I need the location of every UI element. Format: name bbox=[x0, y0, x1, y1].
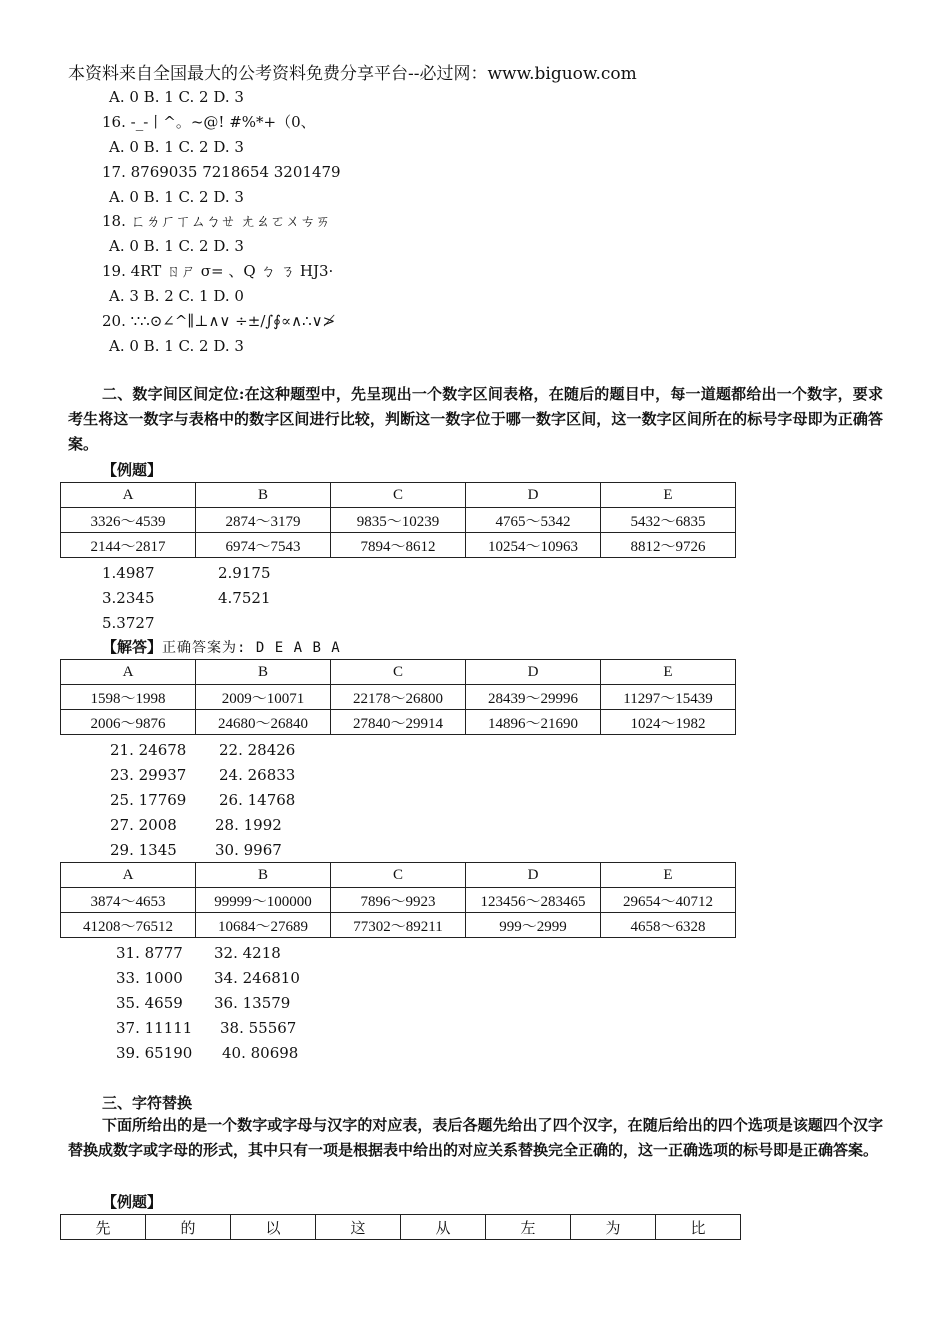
table-cell: 比 bbox=[656, 1215, 741, 1240]
table-cell: 6974～7543 bbox=[196, 533, 331, 558]
question-item: 37. 11111 bbox=[116, 1019, 193, 1037]
question-item: 23. 29937 bbox=[110, 766, 187, 784]
example-item: 1.4987 bbox=[102, 564, 155, 582]
table-cell: 29654～40712 bbox=[601, 888, 736, 913]
table-cell: 27840～29914 bbox=[331, 710, 466, 735]
table-header-cell: D bbox=[466, 660, 601, 685]
table-header-cell: A bbox=[61, 863, 196, 888]
table-cell: 2009～10071 bbox=[196, 685, 331, 710]
table-cell: 7896～9923 bbox=[331, 888, 466, 913]
table-cell: 9835～10239 bbox=[331, 508, 466, 533]
table-cell: 3874～4653 bbox=[61, 888, 196, 913]
table-header-cell: B bbox=[196, 660, 331, 685]
table-cell: 4658～6328 bbox=[601, 913, 736, 938]
example-label: 【例题】 bbox=[102, 461, 163, 479]
table-cell: 14896～21690 bbox=[466, 710, 601, 735]
table-row bbox=[61, 533, 736, 558]
question-item: 30. 9967 bbox=[215, 841, 282, 859]
q20-options: A. 0 B. 1 C. 2 D. 3 bbox=[109, 337, 244, 355]
question-item: 21. 24678 bbox=[110, 741, 187, 759]
table-header-cell: E bbox=[601, 660, 736, 685]
table-row bbox=[61, 1215, 741, 1240]
q17-question: 17. 8769035 7218654 3201479 bbox=[102, 163, 341, 181]
table-cell: 5432～6835 bbox=[601, 508, 736, 533]
table-header-cell: C bbox=[331, 660, 466, 685]
question-item: 25. 17769 bbox=[110, 791, 187, 809]
table-cell: 1598～1998 bbox=[61, 685, 196, 710]
question-item: 38. 55567 bbox=[220, 1019, 297, 1037]
question-item: 24. 26833 bbox=[219, 766, 296, 784]
question-item: 31. 8777 bbox=[116, 944, 183, 962]
table-row bbox=[61, 508, 736, 533]
question-item: 27. 2008 bbox=[110, 816, 177, 834]
question-item: 28. 1992 bbox=[215, 816, 282, 834]
table-header-row bbox=[61, 863, 736, 888]
q20-question: 20. ∵∴⊙∠^∥⊥∧∨ ÷±/∫∮∝∧∴∨≯ bbox=[102, 312, 336, 330]
question-item: 33. 1000 bbox=[116, 969, 183, 987]
table-row bbox=[61, 685, 736, 710]
table-header-cell: A bbox=[61, 660, 196, 685]
table-cell: 22178～26800 bbox=[331, 685, 466, 710]
table-cell: 10254～10963 bbox=[466, 533, 601, 558]
question-item: 32. 4218 bbox=[214, 944, 281, 962]
table-cell: 3326～4539 bbox=[61, 508, 196, 533]
section3-intro: 下面所给出的是一个数字或字母与汉字的对应表，表后各题先给出了四个汉字，在随后给出的四个选项是该题四个汉字替换成数字或字母的形式，其中只有一项是根据表中给出的对应关系替换完全正确的，这一正确选项的标号即是正确答案。 bbox=[68, 1116, 883, 1159]
table-header-cell: D bbox=[466, 863, 601, 888]
table-cell: 先 bbox=[61, 1215, 146, 1240]
table-cell: 左 bbox=[486, 1215, 571, 1240]
example-item: 3.2345 bbox=[102, 589, 155, 607]
question-item: 40. 80698 bbox=[222, 1044, 299, 1062]
example-item: 2.9175 bbox=[218, 564, 271, 582]
table-cell: 999～2999 bbox=[466, 913, 601, 938]
table-cell: 1024～1982 bbox=[601, 710, 736, 735]
table-header-cell: D bbox=[466, 483, 601, 508]
table-header-cell: B bbox=[196, 863, 331, 888]
char-table bbox=[60, 1214, 741, 1240]
table-header-row bbox=[61, 660, 736, 685]
example-item: 4.7521 bbox=[218, 589, 271, 607]
table-header-cell: A bbox=[61, 483, 196, 508]
example-table bbox=[60, 482, 736, 558]
table-cell: 从 bbox=[401, 1215, 486, 1240]
table-cell: 2006～9876 bbox=[61, 710, 196, 735]
interval-table-2 bbox=[60, 659, 736, 735]
question-item: 22. 28426 bbox=[219, 741, 296, 759]
table-cell: 4765～5342 bbox=[466, 508, 601, 533]
page-header: 本资料来自全国最大的公考资料免费分享平台--必过网：www.biguow.com bbox=[68, 64, 637, 84]
table-header-cell: E bbox=[601, 483, 736, 508]
q16-options: A. 0 B. 1 C. 2 D. 3 bbox=[109, 138, 244, 156]
q16-question: 16. -_-丨^。~@! #%*+（0、 bbox=[102, 113, 316, 131]
q18-options: A. 0 B. 1 C. 2 D. 3 bbox=[109, 237, 244, 255]
answer-label: 【解答】 bbox=[102, 638, 163, 656]
q18-question: 18. ㄈㄌㄏㄒㄙㄅㄝ ㄤㄠㄛㄨㄘㄞ bbox=[102, 212, 331, 230]
section3-example-label: 【例题】 bbox=[102, 1193, 163, 1211]
section2-intro: 二、数字间区间定位:在这种题型中，先呈现出一个数字区间表格，在随后的题目中，每一道题都给出一个数字，要求考生将这一数字与表格中的数字区间进行比较，判断这一数字位于哪一数字区间，这一数字区间所在的标号字母即为正确答案。 bbox=[68, 385, 883, 453]
q19-question: 19. 4RT ㄖㄕ σ= 、Q ㄅ ㄋ HJ3· bbox=[102, 262, 334, 280]
table-header-cell: E bbox=[601, 863, 736, 888]
table-cell: 24680～26840 bbox=[196, 710, 331, 735]
table-row bbox=[61, 888, 736, 913]
table-cell: 10684～27689 bbox=[196, 913, 331, 938]
table-row bbox=[61, 710, 736, 735]
question-item: 39. 65190 bbox=[116, 1044, 193, 1062]
table-header-cell: B bbox=[196, 483, 331, 508]
answer-text: 正确答案为: D E A B A bbox=[162, 640, 341, 656]
interval-table-3 bbox=[60, 862, 736, 938]
question-item: 26. 14768 bbox=[219, 791, 296, 809]
q15-options: A. 0 B. 1 C. 2 D. 3 bbox=[109, 88, 244, 106]
table-header-row bbox=[61, 483, 736, 508]
table-cell: 7894～8612 bbox=[331, 533, 466, 558]
section3-title: 三、字符替换 bbox=[102, 1094, 193, 1112]
question-item: 34. 246810 bbox=[214, 969, 300, 987]
table-cell: 123456～283465 bbox=[466, 888, 601, 913]
table-cell: 99999～100000 bbox=[196, 888, 331, 913]
table-cell: 28439～29996 bbox=[466, 685, 601, 710]
table-cell: 的 bbox=[146, 1215, 231, 1240]
table-cell: 为 bbox=[571, 1215, 656, 1240]
q19-options: A. 3 B. 2 C. 1 D. 0 bbox=[109, 287, 244, 305]
question-item: 36. 13579 bbox=[214, 994, 291, 1012]
question-item: 29. 1345 bbox=[110, 841, 177, 859]
table-header-cell: C bbox=[331, 483, 466, 508]
table-cell: 77302～89211 bbox=[331, 913, 466, 938]
example-item: 5.3727 bbox=[102, 614, 155, 632]
q17-options: A. 0 B. 1 C. 2 D. 3 bbox=[109, 188, 244, 206]
table-cell: 2144～2817 bbox=[61, 533, 196, 558]
table-cell: 41208～76512 bbox=[61, 913, 196, 938]
table-cell: 8812～9726 bbox=[601, 533, 736, 558]
table-cell: 2874～3179 bbox=[196, 508, 331, 533]
table-row bbox=[61, 913, 736, 938]
question-item: 35. 4659 bbox=[116, 994, 183, 1012]
table-cell: 以 bbox=[231, 1215, 316, 1240]
table-header-cell: C bbox=[331, 863, 466, 888]
table-cell: 11297～15439 bbox=[601, 685, 736, 710]
table-cell: 这 bbox=[316, 1215, 401, 1240]
